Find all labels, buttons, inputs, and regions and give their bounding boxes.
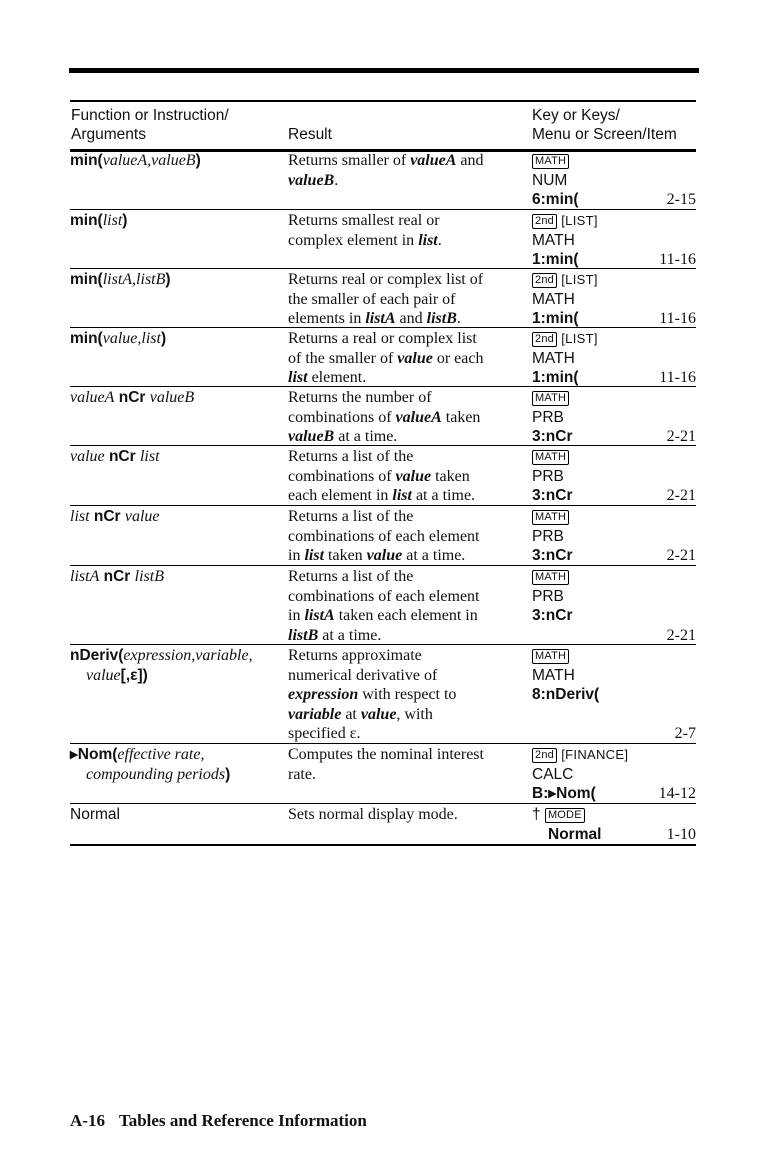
function-cell: listA nCr listB bbox=[70, 568, 164, 585]
result-cell: Computes the nominal interest rate. bbox=[288, 746, 484, 783]
table-row bbox=[70, 566, 696, 645]
math-key-icon: MATH bbox=[532, 154, 569, 169]
result-cell: Returns a list of the combinations of value taken each element in list at a time. bbox=[288, 448, 476, 505]
table-row bbox=[70, 744, 696, 804]
2nd-key-icon: 2nd bbox=[532, 214, 557, 229]
function-cell: value nCr list bbox=[70, 448, 160, 465]
table-row bbox=[70, 210, 696, 269]
function-cell: nDeriv(expression,variable, value[,ε]) bbox=[70, 647, 253, 684]
reference-table bbox=[70, 150, 696, 846]
page-ref: 2-21 bbox=[666, 428, 696, 446]
keys-cell: 2nd [LIST] MATH 1:min( 11-16 bbox=[532, 213, 696, 269]
page-ref: 14-12 bbox=[658, 785, 696, 803]
function-cell: Normal bbox=[70, 806, 120, 823]
math-key-icon: MATH bbox=[532, 510, 569, 525]
math-key-icon: MATH bbox=[532, 570, 569, 585]
keys-cell: MATH PRB 3:nCr 2-21 bbox=[532, 392, 696, 446]
page-ref: 2-21 bbox=[666, 547, 696, 565]
table-row bbox=[70, 387, 696, 446]
keys-cell: MATH PRB 3:nCr 2-21 bbox=[532, 511, 696, 565]
result-cell: Returns smallest real or complex element in list. bbox=[288, 212, 442, 249]
result-cell: Returns the number of combinations of valueA taken valueB at a time. bbox=[288, 389, 481, 446]
function-cell: min(valueA,valueB) bbox=[70, 152, 201, 169]
function-cell: ▸Nom(effective rate, compounding periods) bbox=[70, 746, 231, 783]
keys-cell: 2nd [LIST] MATH 1:min( 11-16 bbox=[532, 331, 696, 387]
function-cell: valueA nCr valueB bbox=[70, 389, 195, 406]
keys-cell: MATH PRB 3:nCr 2-21 bbox=[532, 451, 696, 505]
function-cell: list nCr value bbox=[70, 508, 160, 525]
page-ref: 2-21 bbox=[666, 626, 696, 644]
result-cell: Returns approximate numerical derivative of expression with respect to variable at value, with specified ε. bbox=[288, 647, 457, 743]
dagger-icon: † bbox=[532, 806, 541, 823]
footer-section: Tables and Reference Information bbox=[118, 1111, 367, 1130]
result-cell: Returns real or complex list of the smaller of each pair of elements in listA and listB. bbox=[288, 271, 484, 328]
top-rule bbox=[69, 68, 699, 73]
result-cell: Returns a list of the combinations of each element in list taken value at a time. bbox=[288, 508, 480, 565]
table-row bbox=[70, 150, 696, 210]
page-ref: 2-7 bbox=[674, 725, 696, 743]
table-row bbox=[70, 446, 696, 506]
table-row bbox=[70, 269, 696, 328]
page-ref: 11-16 bbox=[659, 310, 696, 328]
function-cell: min(listA,listB) bbox=[70, 271, 171, 288]
table-row bbox=[70, 645, 696, 744]
result-cell: Returns a real or complex list of the smaller of value or each list element. bbox=[288, 330, 484, 387]
keys-cell: 2nd [LIST] MATH 1:min( 11-16 bbox=[532, 272, 696, 328]
table-row bbox=[70, 506, 696, 566]
header-function: Function or Instruction/ Arguments bbox=[71, 107, 229, 143]
header-result: Result bbox=[288, 126, 332, 143]
keys-cell: MATH PRB 3:nCr 2-21 bbox=[532, 571, 696, 644]
page-ref: 11-16 bbox=[659, 251, 696, 269]
table-header bbox=[70, 100, 696, 152]
table-row bbox=[70, 804, 696, 846]
2nd-key-icon: 2nd bbox=[532, 332, 557, 347]
result-cell: Returns a list of the combinations of each element in listA taken each element in listB at a time. bbox=[288, 568, 480, 644]
page-ref: 2-21 bbox=[666, 487, 696, 505]
math-key-icon: MATH bbox=[532, 649, 569, 664]
table-row bbox=[70, 328, 696, 387]
keys-cell: MATH NUM 6:min( 2-15 bbox=[532, 155, 696, 209]
result-cell: Returns smaller of valueA and valueB. bbox=[288, 152, 484, 189]
2nd-key-icon: 2nd bbox=[532, 748, 557, 763]
header-keys: Key or Keys/ Menu or Screen/Item bbox=[532, 107, 677, 143]
math-key-icon: MATH bbox=[532, 391, 569, 406]
keys-cell: 2nd [FINANCE] CALC B:▸Nom( 14-12 bbox=[532, 747, 696, 803]
page-ref: 11-16 bbox=[659, 369, 696, 387]
function-cell: min(list) bbox=[70, 212, 128, 229]
result-cell: Sets normal display mode. bbox=[288, 806, 458, 823]
keys-cell: MATH MATH 8:nDeriv( 2-7 bbox=[532, 650, 696, 743]
page-footer bbox=[70, 1111, 367, 1131]
page-ref: 1-10 bbox=[666, 825, 696, 843]
math-key-icon: MATH bbox=[532, 450, 569, 465]
function-cell: min(value,list) bbox=[70, 330, 167, 347]
2nd-key-icon: 2nd bbox=[532, 273, 557, 288]
keys-cell: † MODE Normal 1-10 bbox=[532, 806, 696, 843]
mode-key-icon: MODE bbox=[545, 808, 585, 823]
footer-page-label: A-16 bbox=[70, 1111, 105, 1130]
page-ref: 2-15 bbox=[666, 191, 696, 209]
